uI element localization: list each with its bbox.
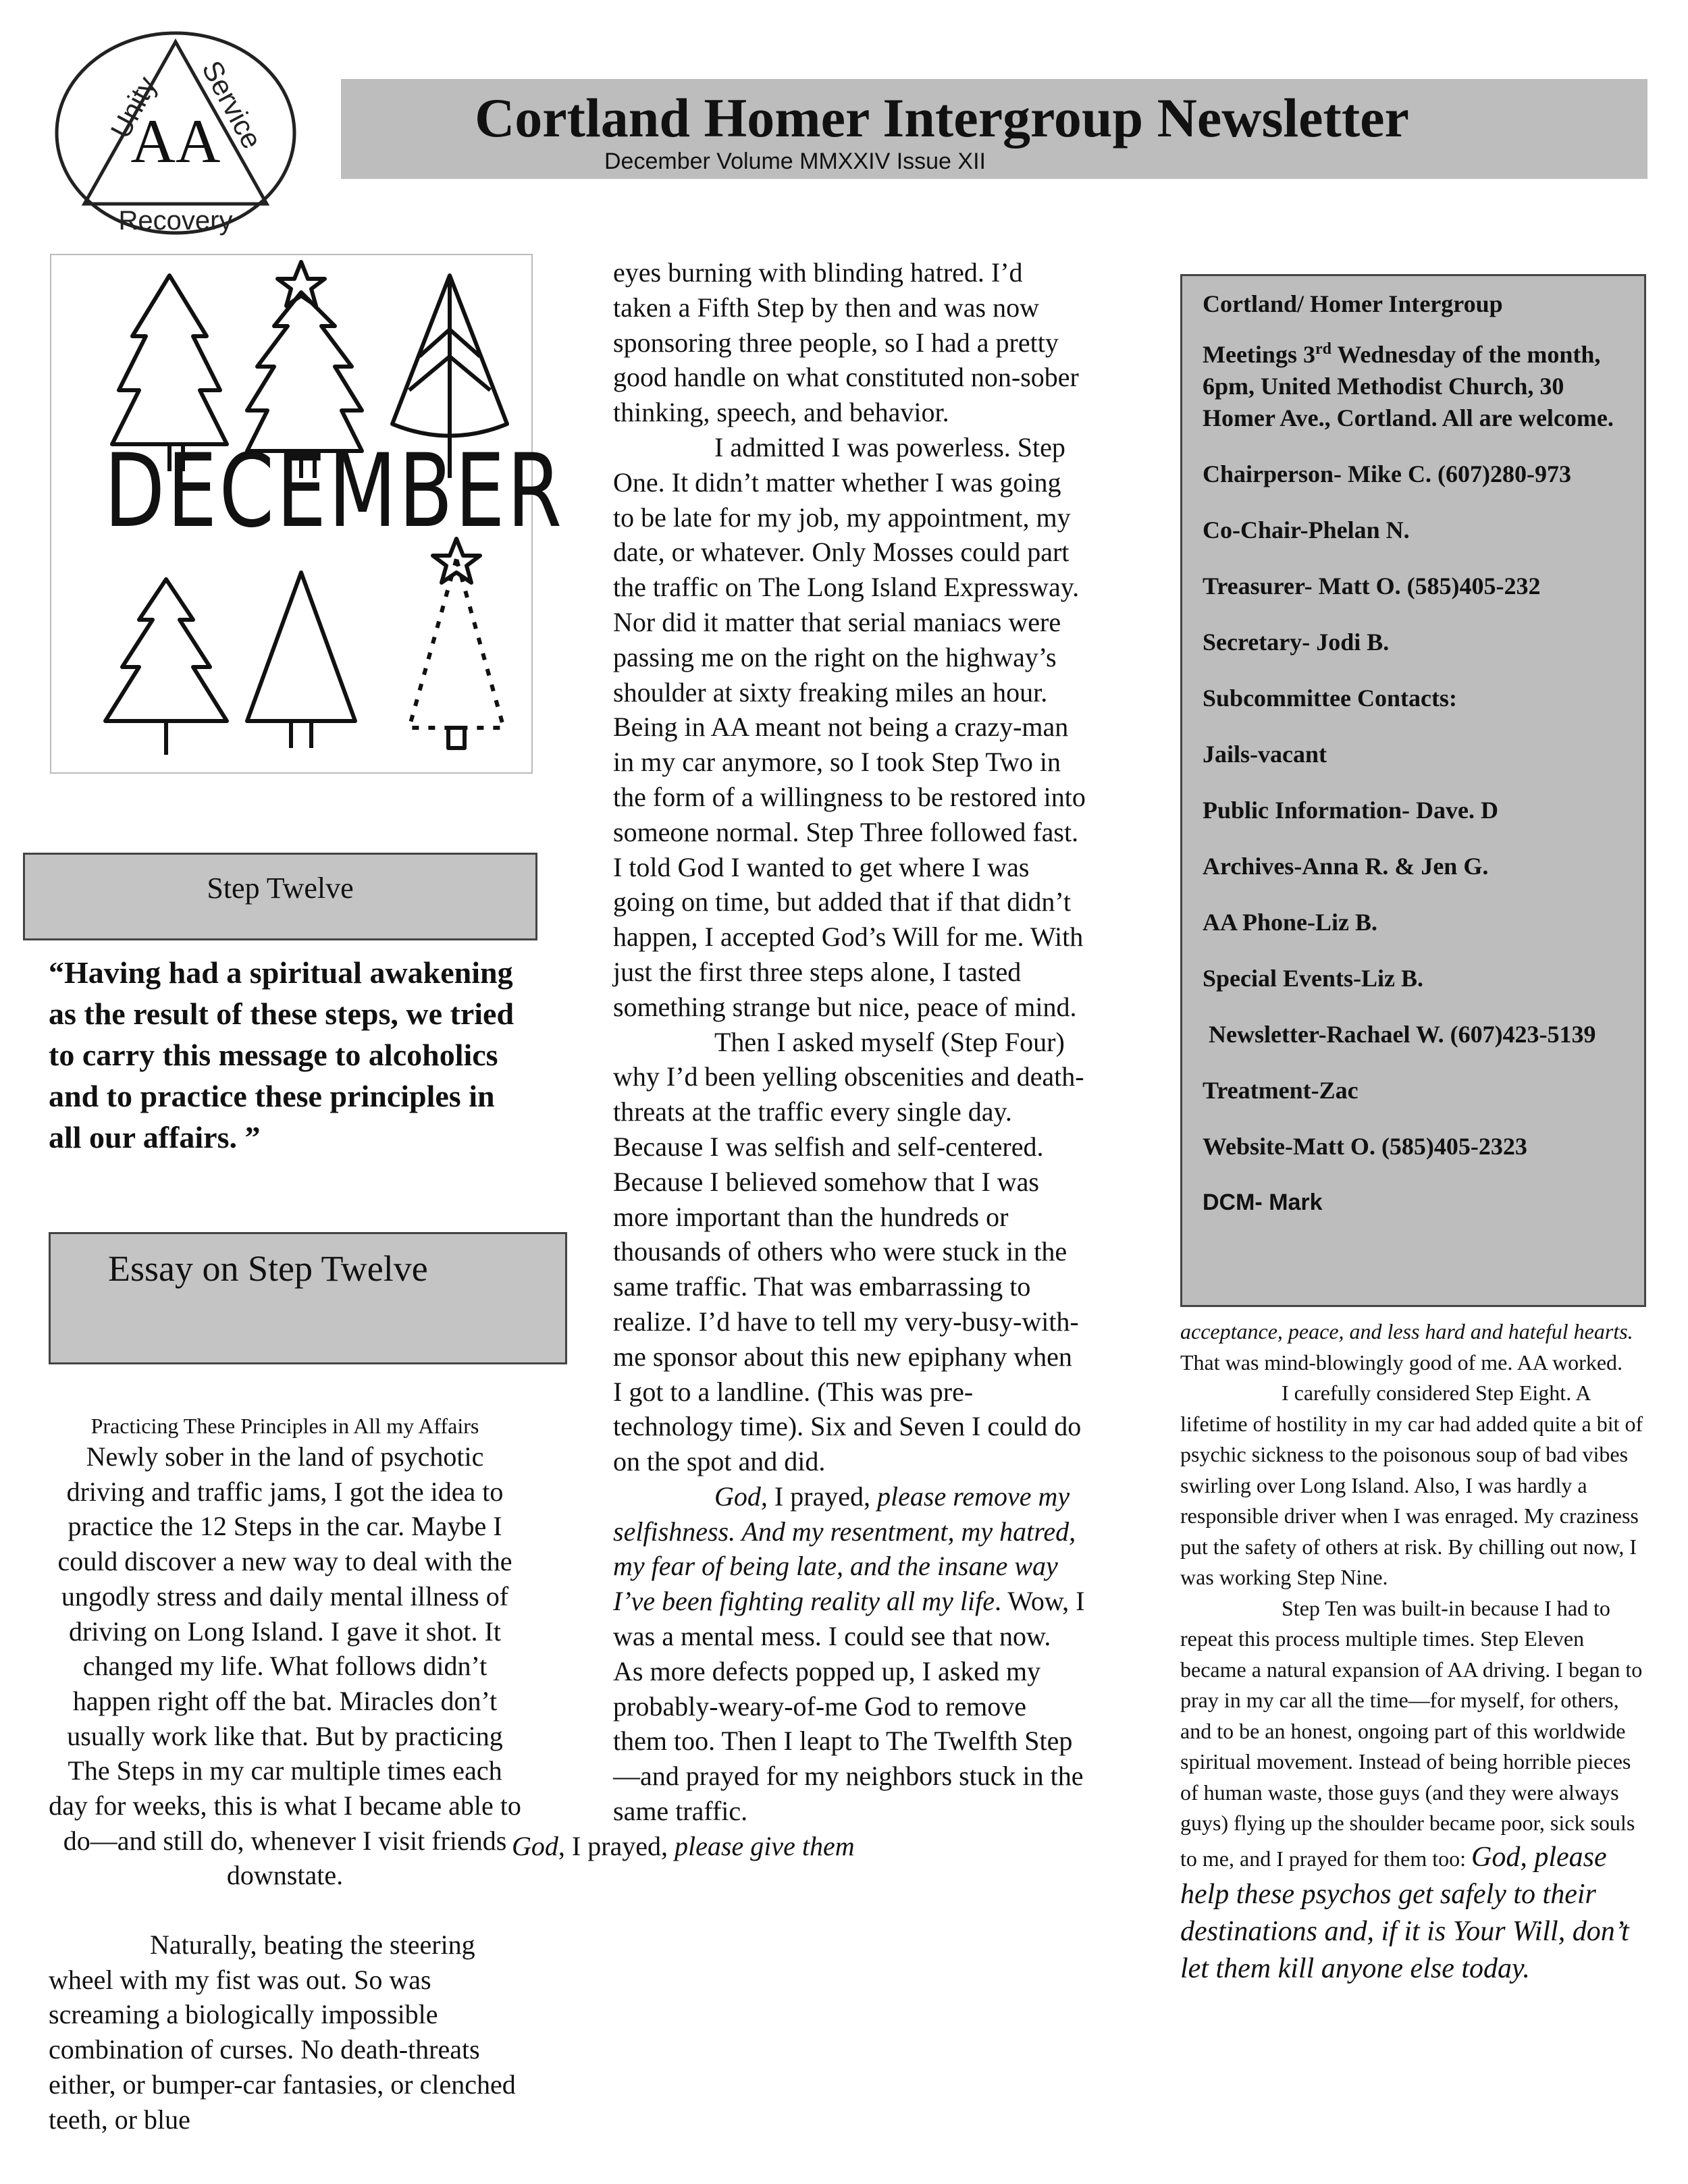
info-subcommittee: Subcommittee Contacts: bbox=[1203, 685, 1457, 712]
step-twelve-title: Step Twelve bbox=[207, 872, 354, 905]
essay-subtitle: Practicing These Principles in All my Affairs bbox=[90, 1414, 479, 1438]
info-website: Website-Matt O. (585)405-2323 bbox=[1203, 1133, 1527, 1160]
essay-title: Essay on Step Twelve bbox=[108, 1248, 428, 1289]
essay-m3: Then I asked myself (Step Four) why I’d been yelling obscenities and death-threats at the traffic every single day. Because I was selfish and self-centered. Because I believed somehow that I was more important than the hundreds or thousands of others who were stuck in the same traffic. That was embarrassing to realize. I’d have to tell my very-busy-with-me sponsor about this new epiphany when I got to a landline. (This was pre-technology time). Six and Seven I could do on the spot and did. bbox=[613, 1026, 1084, 1477]
step-twelve-quote: “Having had a spiritual awakening as the result of these steps, we tried to carry this message to alcoholics and to practice these principles in all our affairs. ” bbox=[49, 955, 515, 1154]
newsletter-title: Cortland Homer Intergroup Newsletter bbox=[475, 87, 1409, 149]
essay-paragraph-2 bbox=[49, 1927, 521, 2137]
december-word: DECEMBER bbox=[104, 433, 564, 550]
info-cochair: Co-Chair-Phelan N. bbox=[1203, 516, 1410, 543]
aa-logo bbox=[47, 27, 304, 240]
essay-r3: Step Ten was built-in because I had to repeat this process multiple times. Step Eleven became a natural expansion of AA driving. I began to pray in my car all the time—for myself, for others, and to be an honest, ongoing part of this worldwide spiritual movement. Instead of being horrible pieces of human waste, those guys (and they were always guys) flying up the shoulder became poor, sick souls to me, and I prayed for them too: God, please help these psychos get safely to their destinations and, if it is Your Will, don’t let them kill anyone else today. bbox=[1180, 1595, 1643, 1984]
info-dcm: DCM- Mark bbox=[1203, 1190, 1323, 1215]
intergroup-info-box bbox=[1180, 274, 1646, 1307]
info-archives: Archives-Anna R. & Jen G. bbox=[1203, 853, 1489, 880]
essay-m2: I admitted I was powerless. Step One. It didn’t matter whether I was going to be late for my job, my appointment, my date, or whatever. Only Mosses could part the traffic on The Long Island Expressway. Nor did it matter that serial maniacs were passing me on the right on the highway’s shoulder at sixty freaking miles an hour. Being in AA meant not being a crazy-man in my car anymore, so I took Step Two in the form of a willingness to be restored into someone normal. Step Three followed fast. I told God I wanted to get where I was going on time, but added that if that didn’t happen, I accepted God’s Will for me. With just the first three steps alone, I tasted something strange but nice, peace of mind. bbox=[613, 431, 1086, 1022]
essay-r2: I carefully considered Step Eight. A lifetime of hostility in my car had added quite a bit of psychic sickness to the poisonous soup of bad vibes swirling over Long Island. Also, I was hardly a responsible driver when I was enraged. My craziness put the safety of others at risk. By chilling out now, I was working Step Nine. bbox=[1180, 1381, 1643, 1589]
essay-p2-text: Naturally, beating the steering wheel with my fist was out. So was screaming a biologically impossible combination of curses. No death-threats either, or bumper-car fantasies, or clenched teeth, or blue bbox=[49, 1929, 516, 2135]
essay-middle-column bbox=[512, 255, 1086, 1864]
essay-p1-text: Newly sober in the land of psychotic driving and traffic jams, I got the idea to practice the 12 Steps in the car. Maybe I could discover a new way to deal with the ungodly stress and daily mental illness of driving on Long Island. I gave it shot. It changed my life. What follows didn’t happen right off the bat. Miracles don’t usually work like that. But by practicing The Steps in my car multiple times each day for weeks, this is what I became able to do—and still do, whenever I visit friends downstate. bbox=[49, 1441, 521, 1891]
header-banner bbox=[341, 79, 1647, 179]
logo-left: Unity bbox=[104, 71, 163, 144]
info-newsletter: Newsletter-Rachael W. (607)423-5139 bbox=[1203, 1021, 1596, 1048]
essay-right-column bbox=[1180, 1316, 1653, 1988]
newsletter-subtitle: December Volume MMXXIV Issue XII bbox=[604, 149, 986, 174]
logo-right: Service bbox=[196, 55, 269, 154]
december-illustration bbox=[50, 254, 564, 774]
info-secretary: Secretary- Jodi B. bbox=[1203, 629, 1390, 656]
essay-r1: acceptance, peace, and less hard and hateful hearts. That was mind-blowingly good of me. AA worked. bbox=[1180, 1319, 1633, 1375]
info-treatment: Treatment-Zac bbox=[1203, 1077, 1359, 1104]
info-jails: Jails-vacant bbox=[1203, 741, 1327, 768]
info-phone: AA Phone-Liz B. bbox=[1203, 909, 1378, 936]
essay-paragraph-1 bbox=[49, 1439, 521, 1893]
essay-m4: God, I prayed, please remove my selfishness. And my resentment, my hatred, my fear of being late, and the insane way I’ve been fighting reality all my life. Wow, I was a mental mess. I could see that now. As more defects popped up, I asked my probably-weary-of-me God to remove them too. Then I leapt to The Twelfth Step—and prayed for my neighbors stuck in the same traffic. God, I prayed, please give them bbox=[512, 1481, 1085, 1861]
info-meetings: Meetings 3rd Wednesday of the month, 6pm, United Methodist Church, 30 Homer Ave., Cortland. All are welcome. bbox=[1203, 340, 1614, 431]
info-title: Cortland/ Homer Intergroup bbox=[1203, 290, 1503, 317]
logo-bottom: Recovery bbox=[118, 206, 233, 236]
step-twelve-box bbox=[23, 853, 537, 940]
info-treasurer: Treasurer- Matt O. (585)405-232 bbox=[1203, 572, 1541, 600]
info-events: Special Events-Liz B. bbox=[1203, 965, 1424, 992]
essay-m1: eyes burning with blinding hatred. I’d taken a Fifth Step by then and was now sponsoring three people, so I had a pretty good handle on what constituted non-sober thinking, speech, and behavior. bbox=[613, 257, 1079, 428]
info-public: Public Information- Dave. D bbox=[1203, 797, 1498, 824]
info-chair: Chairperson- Mike C. (607)280-973 bbox=[1203, 460, 1571, 487]
logo-center: AA bbox=[130, 107, 221, 176]
essay-heading-box bbox=[49, 1232, 567, 1364]
